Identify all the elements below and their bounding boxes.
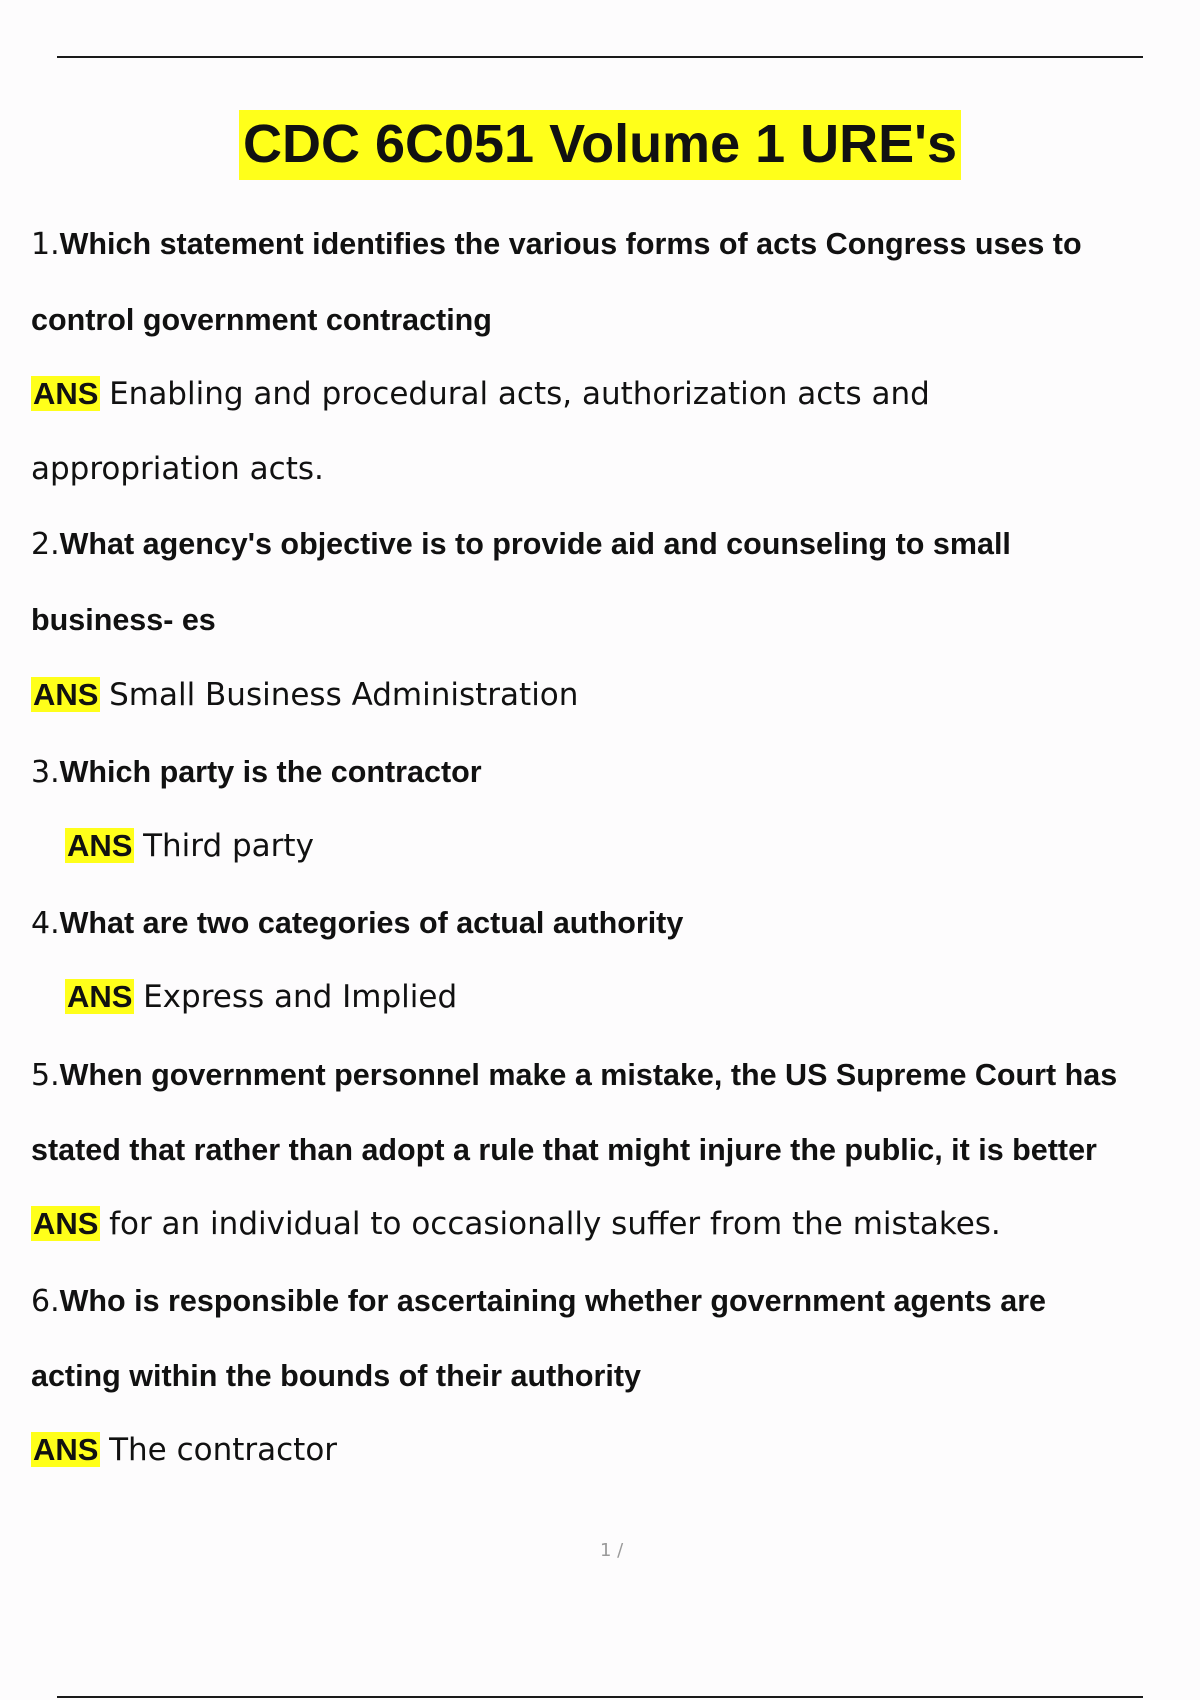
question-text: What agency's objective is to provide aid and counseling to small <box>59 527 1011 561</box>
question-number: 4. <box>31 906 60 941</box>
question-4 <box>31 903 683 944</box>
ans-highlight: ANS <box>33 1432 99 1467</box>
question-text: control government contracting <box>31 303 492 337</box>
question-3 <box>31 752 482 793</box>
answer-1-continued <box>31 449 324 489</box>
answer-4 <box>65 977 457 1017</box>
question-number: 5. <box>31 1058 60 1093</box>
question-text: stated that rather than adopt a rule that might injure the public, it is better <box>31 1133 1097 1167</box>
answer-text: for an individual to occasionally suffer from the mistakes. <box>109 1206 1001 1242</box>
answer-6 <box>31 1430 337 1470</box>
answer-3 <box>65 826 314 866</box>
question-1 <box>31 224 1082 265</box>
question-5-continued <box>31 1130 1097 1170</box>
question-text: acting within the bounds of their authority <box>31 1359 641 1393</box>
question-text: Which party is the contractor <box>59 755 482 789</box>
question-6-continued <box>31 1356 641 1396</box>
ans-highlight: ANS <box>33 677 99 712</box>
ans-highlight: ANS <box>33 376 99 411</box>
answer-text: appropriation acts. <box>31 451 324 487</box>
answer-2 <box>31 675 578 715</box>
title-container <box>0 110 1200 180</box>
answer-text: Express and Implied <box>143 979 458 1015</box>
question-number: 2. <box>31 527 60 562</box>
ans-highlight: ANS <box>33 1206 99 1241</box>
question-text: When government personnel make a mistake, the US Supreme Court has <box>59 1058 1118 1092</box>
answer-text: Enabling and procedural acts, authorization acts and <box>109 376 930 412</box>
answer-text: Small Business Administration <box>109 677 579 713</box>
bottom-divider <box>57 1696 1143 1698</box>
question-number: 3. <box>31 755 60 790</box>
question-2-continued <box>31 600 216 640</box>
question-text: What are two categories of actual authority <box>59 906 684 940</box>
question-2 <box>31 524 1011 565</box>
question-5 <box>31 1055 1117 1096</box>
question-text: Who is responsible for ascertaining whether government agents are <box>59 1284 1047 1318</box>
answer-text: Third party <box>143 828 314 864</box>
question-text: Which statement identifies the various forms of acts Congress uses to <box>59 227 1082 261</box>
answer-text: The contractor <box>109 1432 338 1468</box>
page-number: 1 / <box>600 1540 624 1561</box>
question-text: business- es <box>31 603 216 637</box>
question-number: 1. <box>31 227 60 262</box>
question-1-continued <box>31 300 492 340</box>
ans-highlight: ANS <box>67 828 133 863</box>
top-divider <box>57 56 1143 58</box>
question-6 <box>31 1281 1046 1322</box>
document-title: CDC 6C051 Volume 1 URE's <box>239 110 961 180</box>
answer-5 <box>31 1204 1001 1244</box>
ans-highlight: ANS <box>67 979 133 1014</box>
question-number: 6. <box>31 1284 60 1319</box>
answer-1 <box>31 374 930 414</box>
